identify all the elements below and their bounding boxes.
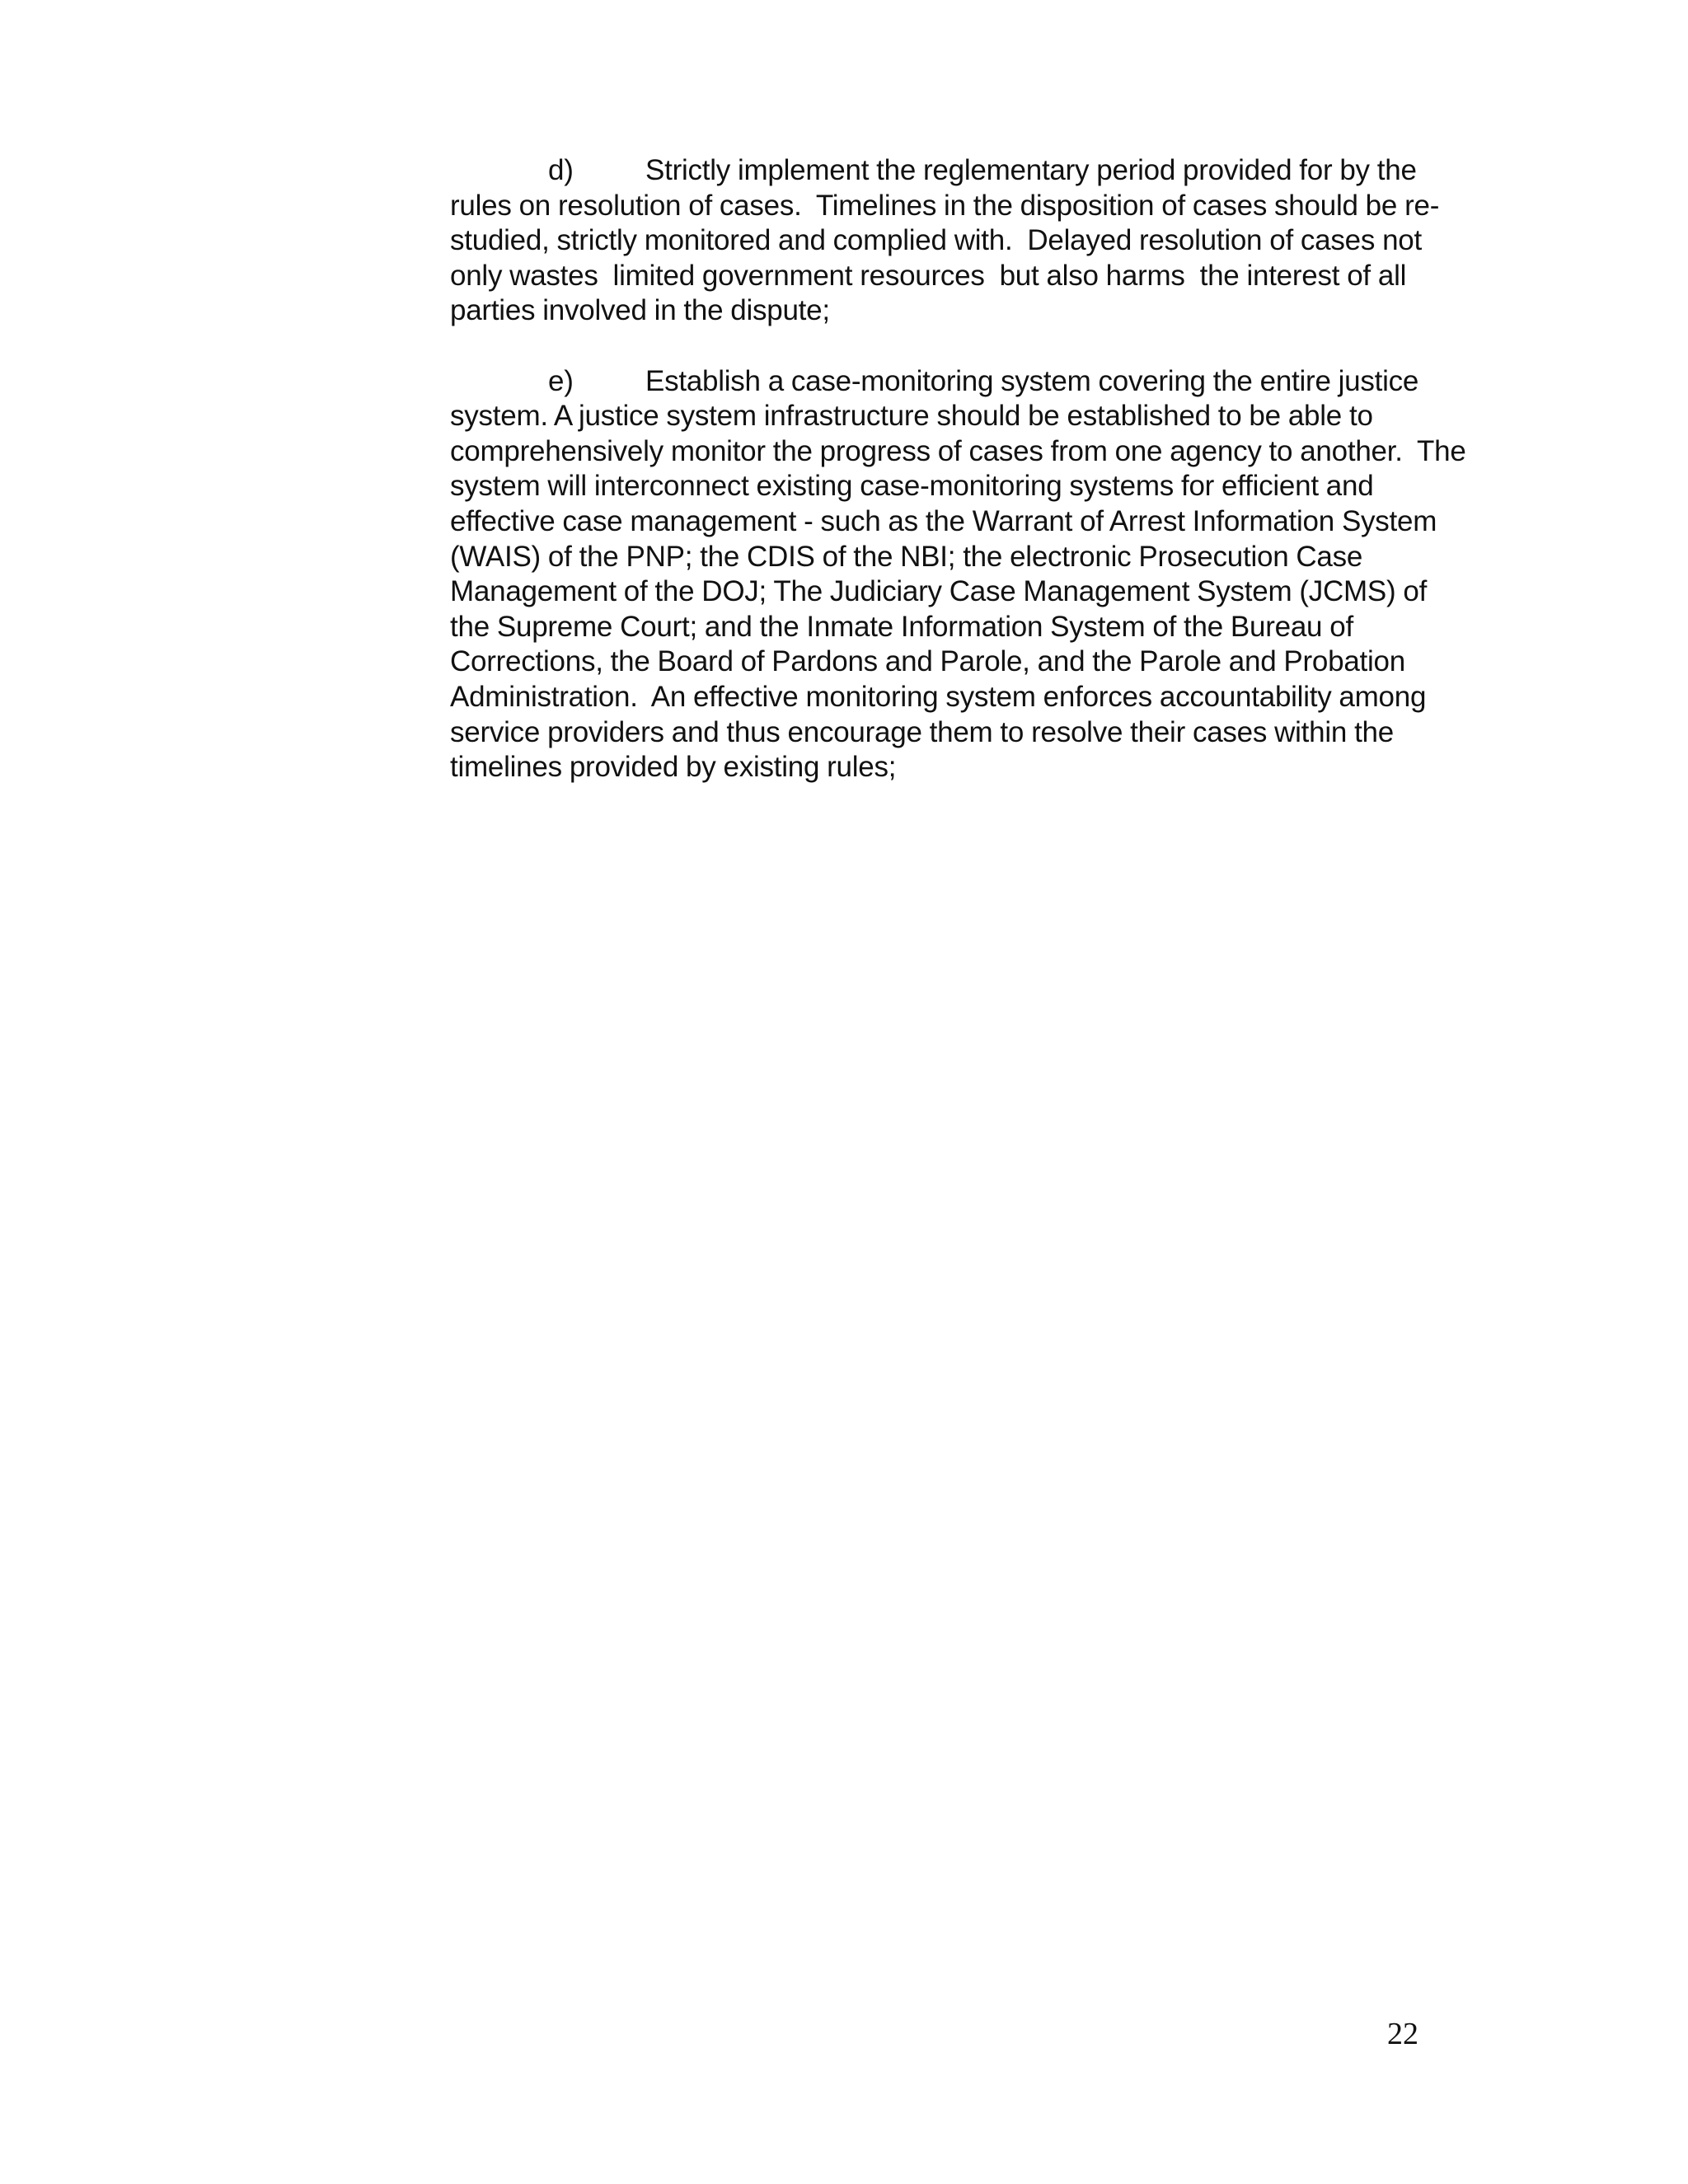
document-body	[450, 153, 1472, 785]
item-text-e: Establish a case-monitoring system covering the entire justice system. A justice system infrastructure should be established to be able to comprehensively monitor the progress of cases from one agency to another. The system will interconnect existing case-monitoring systems for efficient and effective case management - such as the Warrant of Arrest Information System (WAIS) of the PNP; the CDIS of the NBI; the electronic Prosecution Case Management of the DOJ; The Judiciary Case Management System (JCMS) of the Supreme Court; and the Inmate Information System of the Bureau of Corrections, the Board of Pardons and Parole, and the Parole and Probation Administration. An effective monitoring system enforces accountability among service providers and thus encourage them to resolve their cases within the timelines provided by existing rules;	[450, 364, 1474, 784]
list-item-d	[450, 153, 1472, 329]
page-number: 22	[1387, 2017, 1418, 2051]
item-text-d: Strictly implement the reglementary period provided for by the rules on resolution of cases. Timelines in the disposition of cases should be re-studied, strictly monitored and complied with. Delayed resolution of cases not only wastes limited government resources but also harms the interest of all parties involved in the dispute;	[450, 154, 1440, 327]
list-item-e	[450, 364, 1472, 785]
item-marker-e: e)	[548, 364, 574, 397]
item-marker-d: d)	[548, 154, 574, 186]
